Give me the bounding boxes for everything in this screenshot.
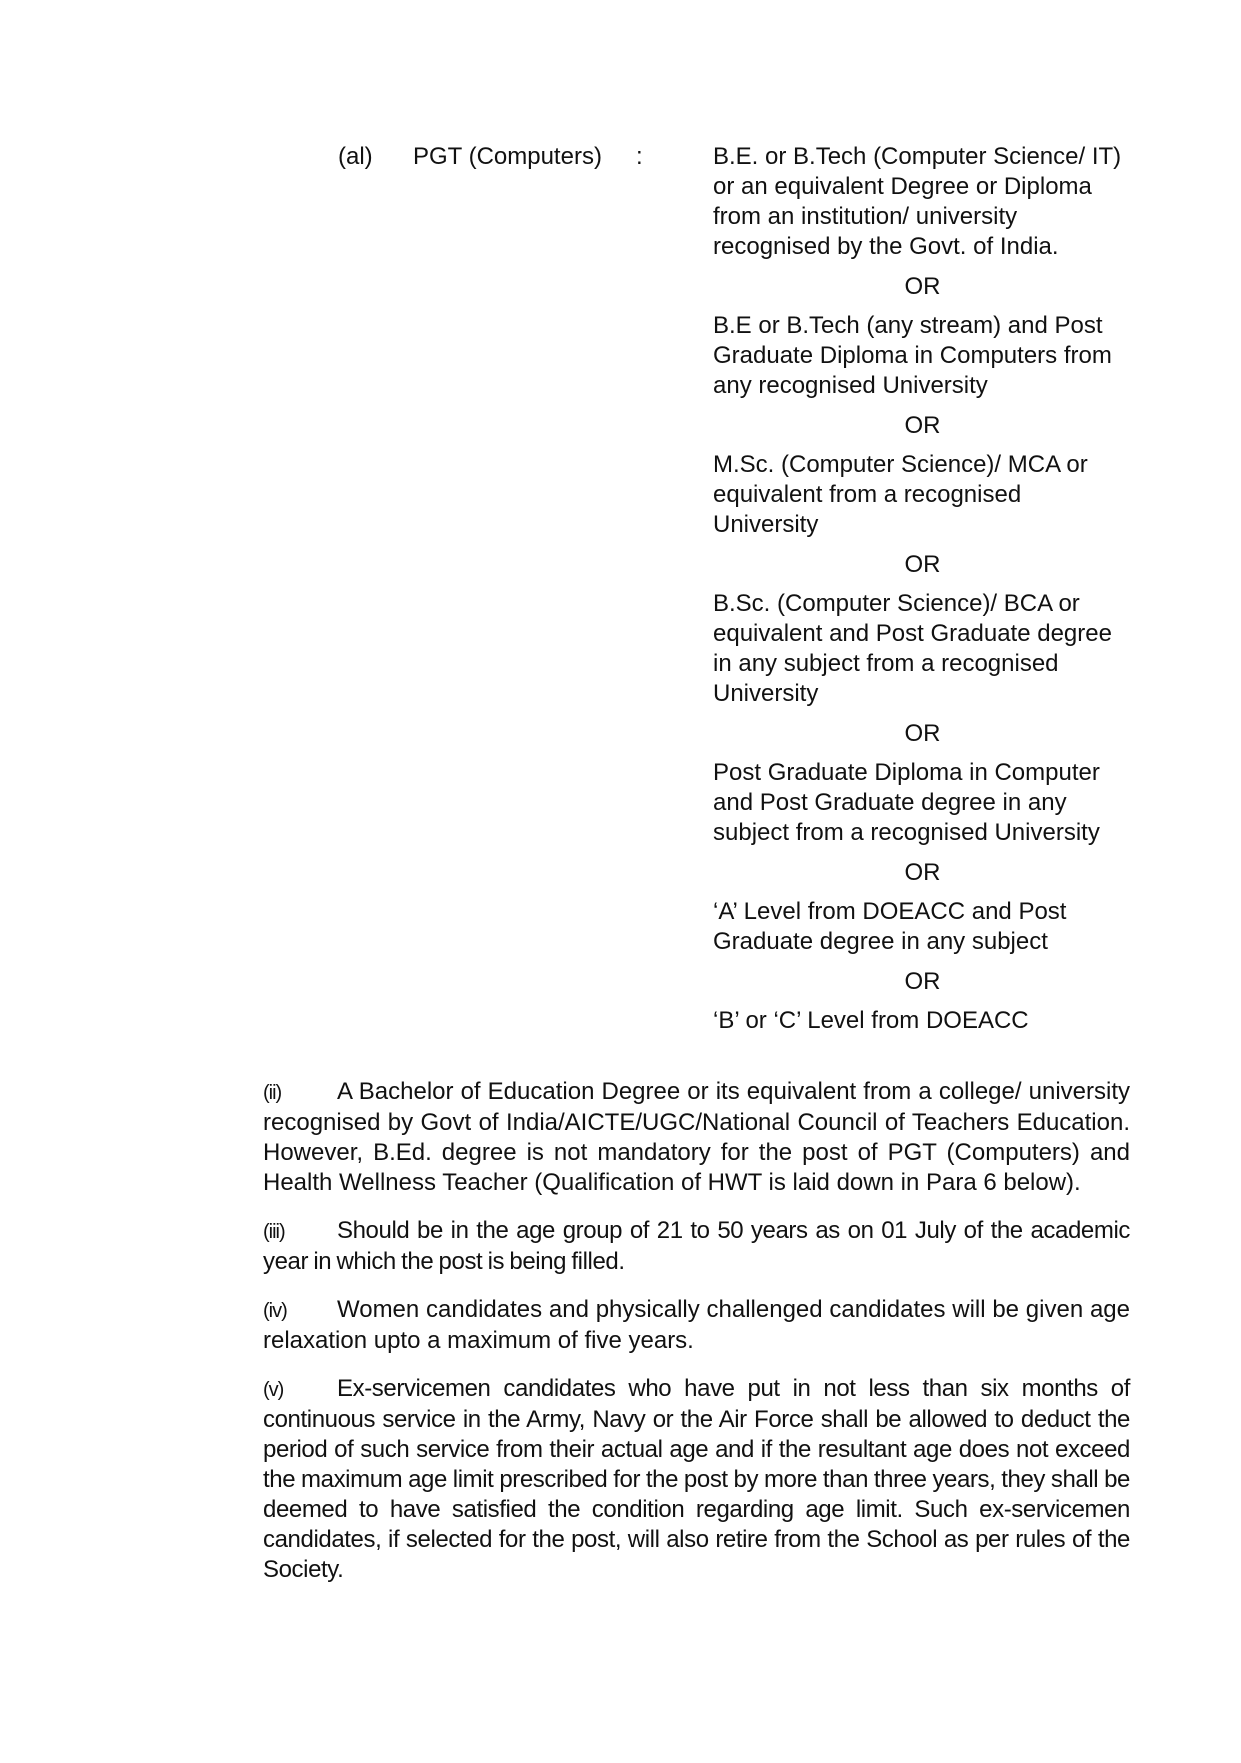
qualification-option-3: M.Sc. (Computer Science)/ MCA or equivalent from a recognised University bbox=[713, 451, 1088, 538]
paragraph-number: (v) bbox=[263, 1379, 284, 1401]
qualification-list bbox=[713, 142, 1133, 1036]
post-name: PGT (Computers) bbox=[413, 143, 602, 170]
paragraph-item bbox=[263, 1295, 1130, 1356]
paragraph-number: (iii) bbox=[263, 1221, 285, 1243]
post-separator: : bbox=[636, 143, 643, 170]
eligibility-paragraphs bbox=[263, 1077, 1130, 1603]
qualification-option-5: Post Graduate Diploma in Computer and Post Graduate degree in any subject from a recognised University bbox=[713, 759, 1100, 846]
paragraph-text: Should be in the age group of 21 to 50 years as on 01 July of the academic year in which the post is being filled. bbox=[263, 1217, 1130, 1275]
or-separator: OR bbox=[904, 551, 941, 578]
paragraph-number: (ii) bbox=[263, 1082, 282, 1104]
qualification-option-4: B.Sc. (Computer Science)/ BCA or equivalent and Post Graduate degree in any subject from a recognised University bbox=[713, 590, 1112, 707]
paragraph-item bbox=[263, 1077, 1130, 1198]
qualification-option-2: B.E or B.Tech (any stream) and Post Graduate Diploma in Computers from any recognised University bbox=[713, 312, 1112, 399]
or-separator: OR bbox=[904, 720, 941, 747]
paragraph-text: A Bachelor of Education Degree or its equivalent from a college/ university recognised by Govt of India/AICTE/UGC/National Council of Teachers Education. However, B.Ed. degree is not mandatory for the post of PGT (Computers) and Health Wellness Teacher (Qualification of HWT is laid down in Para 6 below). bbox=[263, 1078, 1130, 1196]
or-separator: OR bbox=[904, 412, 941, 439]
paragraph-item bbox=[263, 1216, 1130, 1277]
qualification-option-1: B.E. or B.Tech (Computer Science/ IT) or an equivalent Degree or Diploma from an institution/ university recognised by the Govt. of India. bbox=[713, 143, 1122, 260]
post-number: (al) bbox=[338, 143, 373, 170]
paragraph-item bbox=[263, 1374, 1130, 1585]
or-separator: OR bbox=[904, 859, 941, 886]
paragraph-text: Ex-servicemen candidates who have put in not less than six months of continuous service in the Army, Navy or the Air Force shall be allowed to deduct the period of such service from their actual age and if the resultant age does not exceed the maximum age limit prescribed for the post by more than three years, they shall be deemed to have satisfied the condition regarding age limit. Such ex-servicemen candidates, if selected for the post, will also retire from the School as per rules of the Society. bbox=[263, 1375, 1130, 1583]
paragraph-number: (iv) bbox=[263, 1300, 287, 1322]
or-separator: OR bbox=[904, 273, 941, 300]
or-separator: OR bbox=[904, 968, 941, 995]
paragraph-text: Women candidates and physically challenged candidates will be given age relaxation upto a maximum of five years. bbox=[263, 1296, 1130, 1354]
qualification-option-6: ‘A’ Level from DOEACC and Post Graduate degree in any subject bbox=[713, 898, 1067, 955]
qualification-option-7: ‘B’ or ‘C’ Level from DOEACC bbox=[713, 1007, 1029, 1034]
